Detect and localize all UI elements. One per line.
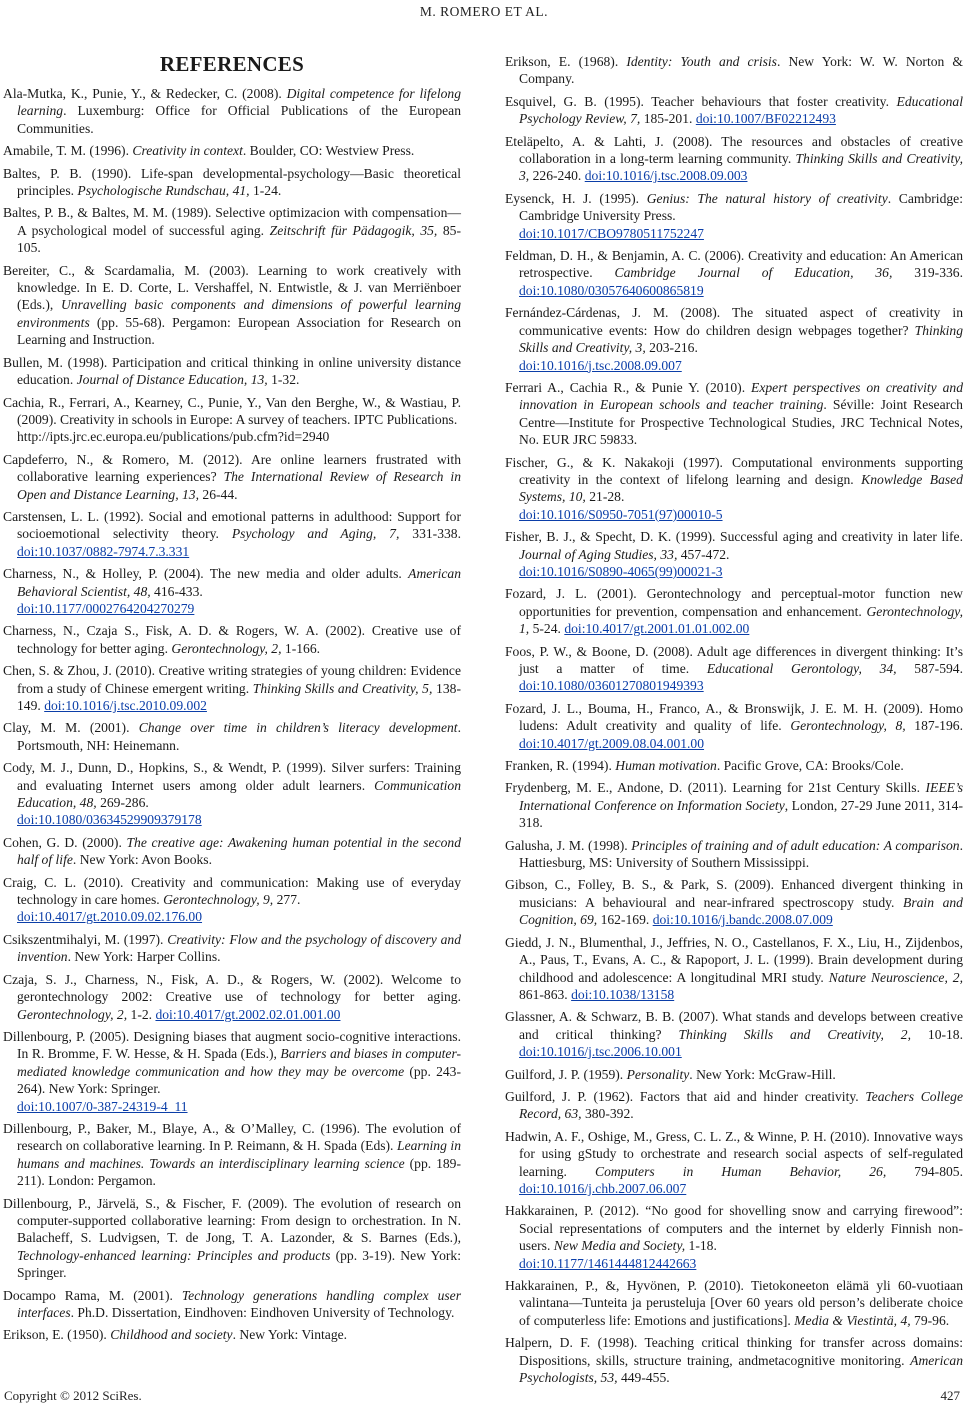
reference-entry: [505, 1008, 963, 1060]
reference-entry: [505, 585, 963, 637]
reference-list-left: [3, 85, 461, 1344]
reference-title: Educational Gerontology, 34,: [706, 661, 897, 676]
reference-entry: [505, 1277, 963, 1329]
reference-title: Digital competence for lifelong learning: [17, 86, 461, 119]
reference-details: 587-594.: [896, 661, 963, 676]
reference-title: Thinking Skills and Creativity, 2,: [678, 1026, 911, 1042]
reference-entry: [505, 454, 963, 524]
doi-link[interactable]: doi:10.4017/gt.2002.02.01.001.00: [155, 1006, 341, 1022]
reference-title: Identity: Youth and crisis: [626, 54, 777, 69]
reference-details: (pp. 243-264). New York: Springer.: [17, 1063, 462, 1097]
doi-link[interactable]: doi:10.1080/03634529909379178: [17, 812, 202, 828]
reference-details: . New York: Vintage.: [232, 1327, 348, 1343]
reference-entry: [505, 379, 963, 449]
reference-entry: [3, 165, 461, 200]
reference-details: 1-2.: [127, 1006, 156, 1022]
reference-title: Childhood and society: [110, 1327, 233, 1343]
reference-title: Thinking Skills and Creativity, 3,: [519, 151, 963, 184]
reference-text: Ferrari A., Cachia R., & Punie Y. (2010).: [505, 379, 752, 395]
reference-title: Gerontechnology, 9,: [163, 892, 274, 908]
reference-entry: [3, 874, 461, 926]
reference-entry: [505, 1202, 963, 1272]
reference-text: Fisher, B. J., & Specht, D. K. (1999). Successful aging and creativity in later life.: [505, 529, 963, 545]
reference-details: (pp. 189-211). London: Pergamon.: [17, 1155, 462, 1189]
reference-text: Dillenbourg, P. (2005). Designing biases that augment socio-cognitive interactions. In R. Bromme, F. W. Hesse, & H. Spada (Eds.),: [3, 1028, 461, 1062]
reference-title: Journal of Distance Education, 13,: [76, 372, 268, 388]
reference-entry: [3, 1120, 461, 1190]
reference-title: American Psychologists, 53,: [519, 1352, 963, 1386]
reference-title: Nature Neuroscience, 2,: [828, 969, 963, 985]
doi-link[interactable]: doi:10.1080/03057640600865819: [519, 282, 704, 298]
reference-text: Feldman, D. H., & Benjamin, A. C. (2006). Creativity and education: An American retrospective.: [505, 248, 963, 281]
reference-title: Thinking Skills and Creativity, 5,: [252, 680, 433, 696]
reference-entry: [505, 304, 963, 374]
reference-text: Eysenck, H. J. (1995).: [505, 190, 647, 206]
reference-entry: [505, 757, 963, 774]
reference-entry: [505, 700, 963, 752]
reference-title: Creativity: Flow and the psychology of discovery and invention: [17, 931, 461, 965]
reference-details: 21-28.: [585, 489, 625, 505]
reference-text: Ala-Mutka, K., Punie, Y., & Redecker, C. (2008).: [3, 86, 287, 101]
reference-text: Czaja, S. J., Charness, N., Fisk, A. D., & Rogers, W. (2002). Welcome to gerontechnology 2002: Creative use of technology for better aging.: [3, 971, 461, 1005]
reference-title: New Media and Society,: [553, 1238, 686, 1254]
doi-link[interactable]: doi:10.1016/j.tsc.2006.10.001: [519, 1044, 682, 1060]
reference-entry: [3, 971, 461, 1023]
reference-details: , London, 27-29 June 2011, 314-318.: [519, 797, 963, 831]
reference-title: Media & Viestintä, 4,: [794, 1312, 911, 1328]
reference-entry: [505, 1088, 963, 1123]
reference-title: Cambridge Journal of Education, 36,: [614, 265, 893, 281]
reference-title: Gerontechnology, 8,: [790, 718, 906, 734]
copyright-notice: Copyright © 2012 SciRes.: [4, 1388, 142, 1403]
reference-details: . Pacific Grove, CA: Brooks/Cole.: [716, 758, 904, 774]
reference-entry: [3, 1326, 461, 1343]
reference-entry: [505, 876, 963, 928]
reference-text: Bullen, M. (1998). Participation and critical thinking in online university distance education.: [3, 354, 461, 388]
reference-entry: [3, 1195, 461, 1282]
reference-details: . New York: McGraw-Hill.: [689, 1066, 836, 1082]
reference-text: Amabile, T. M. (1996).: [3, 143, 133, 159]
reference-title: Computers in Human Behavior, 26,: [595, 1163, 887, 1179]
reference-entry: [3, 508, 461, 560]
reference-details: . Portsmouth, NH: Heinemann.: [17, 720, 461, 753]
reference-text: Cachia, R., Ferrari, A., Kearney, C., Punie, Y., Van den Berghe, W., & Wastiau, P. (2009). Creativity in schools in Europe: A survey of teachers. IPTC Publications.: [3, 394, 461, 427]
reference-details: . Boulder, CO: Westview Press.: [242, 143, 415, 159]
reference-url: http://ipts.jrc.ec.europa.eu/publications/pub.cfm?id=2940: [17, 429, 330, 445]
reference-title: Barriers and biases in computer-mediated knowledge communication and how they may be overcome: [17, 1046, 461, 1079]
reference-entry: [505, 93, 963, 128]
doi-link[interactable]: doi:10.1016/j.bandc.2008.07.009: [652, 912, 833, 928]
reference-entry: [505, 779, 963, 831]
reference-text: Fischer, G., & K. Nakakoji (1997). Computational environments supporting creativity in the context of lifelong learning and design.: [505, 454, 963, 487]
doi-link[interactable]: doi:10.1177/1461444812442663: [519, 1255, 697, 1271]
reference-details: . New York: Avon Books.: [72, 852, 212, 868]
reference-text: Erikson, E. (1968).: [505, 54, 627, 69]
reference-entry: [505, 1066, 963, 1083]
reference-text: Hakkarainen, P., &, Hyvönen, P. (2010). Tietokoneeton elämä yli 60-vuotiaan valintana—Tunteita ja perusteluja [Over 60 years old person’s deliberate choice of computerless life: Emotions and justifications].: [505, 1278, 963, 1328]
reference-details: 457-472.: [677, 546, 730, 562]
reference-details: 861-863.: [519, 986, 572, 1002]
reference-entry: [505, 837, 963, 872]
reference-details: 277.: [273, 892, 301, 908]
reference-text: Fernández-Cárdenas, J. M. (2008). The situated aspect of creativity in communicative events: How do children design webpages together?: [505, 305, 963, 338]
reference-entry: [3, 931, 461, 966]
reference-entry: [3, 142, 461, 159]
reference-details: 380-392.: [581, 1106, 634, 1122]
reference-details: . New York: W. W. Norton & Company.: [519, 54, 963, 87]
reference-details: 187-196.: [905, 718, 963, 734]
doi-link[interactable]: doi:10.1016/j.tsc.2008.09.003: [584, 168, 748, 184]
reference-details: 10-18.: [910, 1026, 964, 1042]
reference-entry: [505, 133, 963, 185]
reference-details: 203-216.: [645, 340, 698, 356]
right-column: [505, 53, 963, 1391]
reference-title: Gerontechnology, 2,: [171, 640, 282, 656]
reference-entry: [3, 204, 461, 256]
reference-entry: [3, 1287, 461, 1322]
doi-link[interactable]: doi:10.1007/BF02212493: [695, 111, 836, 127]
reference-entry: [3, 451, 461, 503]
reference-entry: [505, 1334, 963, 1386]
reference-entry: [505, 53, 963, 88]
doi-link[interactable]: doi:10.1037/0882-7974.7.3.331: [17, 543, 190, 559]
reference-title: Knowledge Based Systems, 10,: [519, 471, 963, 505]
reference-entry: [3, 719, 461, 754]
reference-details: 319-336.: [892, 265, 963, 281]
reference-entry: [505, 247, 963, 299]
reference-text: Bereiter, C., & Scardamalia, M. (2003). Learning to work creatively with knowledge. In E. D. Corte, L. Vershaffel, N. Entwistle, & J. van Merriënboer (Eds.),: [3, 262, 461, 313]
doi-link[interactable]: doi:10.1177/0002764204270279: [17, 600, 195, 616]
reference-title: Unravelling basic components and dimensions of powerful learning environments: [17, 297, 461, 330]
reference-text: Charness, N., Czaja S., Fisk, A. D. & Rogers, W. A. (2002). Creative use of technology for better aging.: [3, 623, 461, 656]
reference-text: Guilford, J. P. (1962). Factors that aid and hinder creativity.: [505, 1088, 866, 1104]
reference-details: 1-18.: [685, 1238, 717, 1254]
reference-list-right: [505, 53, 963, 1386]
reference-entry: [3, 565, 461, 617]
reference-title: Thinking Skills and Creativity, 3,: [519, 322, 963, 356]
reference-text: Galusha, J. M. (1998).: [505, 837, 632, 853]
reference-text: Fozard, J. L., Bouma, H., Franco, A., & Bronswijk, J. E. M. H. (2009). Homo ludens: Adult creativity and quality of life.: [505, 700, 963, 734]
reference-text: Chen, S. & Zhou, J. (2010). Creative writing strategies of young children: Evidence from a study of Chinese emergent writing.: [3, 663, 461, 696]
reference-title: IEEE’s International Conference on Information Society: [519, 780, 963, 813]
reference-text: Baltes, P. B. (1990). Life-span developmental-psychology—Basic theoretical principles.: [3, 165, 461, 199]
doi-link[interactable]: doi:10.1017/CBO9780511752247: [519, 225, 704, 241]
reference-text: Baltes, P. B., & Baltes, M. M. (1989). Selective optimizacion with compensation—A psychological model of successful aging.: [3, 205, 461, 238]
reference-details: 331-338.: [399, 526, 461, 542]
left-column: [3, 52, 461, 1349]
reference-title: Genius: The natural history of creativity: [646, 190, 888, 206]
reference-title: Teachers College Record, 63,: [519, 1088, 963, 1122]
reference-details: . Séville: Joint Research Centre—Institute for Prospective Technological Studies, JRC Technical Notes, No. EUR JRC 59833.: [519, 397, 963, 448]
reference-text: Carstensen, L. L. (1992). Social and emotional patterns in adulthood: Support for socioemotional selectivity theory.: [3, 508, 461, 542]
reference-title: Expert perspectives on creativity and innovation in European schools and teacher training: [519, 379, 963, 413]
reference-title: Technology-enhanced learning: Principles and products: [17, 1247, 331, 1263]
reference-title: American Behavioral Scientist, 48,: [17, 566, 461, 599]
reference-title: Principles of training and of adult education: A comparison: [631, 837, 960, 853]
reference-details: 449-455.: [617, 1370, 670, 1386]
reference-entry: [3, 85, 461, 137]
reference-text: Giedd, J. N., Blumenthal, J., Jeffries, N. O., Castellanos, F. X., Liu, H., Zijdenbos, A., Paus, T., Evans, A. C., & Rapoport, J. L. (1999). Brain development during childhood and adolescence: A longitudinal MRI study.: [505, 934, 963, 985]
reference-details: 226-240.: [529, 168, 585, 184]
reference-details: 269-286.: [96, 795, 149, 811]
reference-details: 79-96.: [910, 1312, 950, 1328]
reference-entry: [3, 394, 461, 446]
reference-title: Change over time in children’s literacy development: [138, 720, 458, 736]
reference-title: Psychologische Rundschau, 41,: [77, 183, 250, 199]
reference-text: Eteläpelto, A. & Lahti, J. (2008). The resources and obstacles of creative collaboration in a long-term learning community.: [505, 133, 963, 167]
reference-text: Frydenberg, M. E., Andone, D. (2011). Learning for 21st Century Skills.: [505, 780, 926, 796]
reference-title: Technology generations handling complex user interfaces: [17, 1287, 461, 1320]
reference-details: 416-433.: [150, 583, 203, 599]
reference-text: Capdeferro, N., & Romero, M. (2012). Are online learners frustrated with collaborative learning experiences?: [3, 451, 461, 485]
reference-title: Gerontechnology, 2,: [17, 1006, 128, 1022]
doi-link[interactable]: doi:10.1007/0-387-24319-4_11: [17, 1098, 188, 1114]
reference-entry: [3, 262, 461, 349]
reference-entry: [505, 528, 963, 580]
reference-title: The International Review of Research in Open and Distance Learning, 13,: [17, 469, 462, 502]
reference-details: 162-169.: [597, 912, 653, 928]
reference-text: Gibson, C., Folley, B. S., & Park, S. (2009). Enhanced divergent thinking in musicians: A behavioural and near-infrared spectroscopy study.: [505, 877, 963, 910]
doi-link[interactable]: doi:10.1016/S0890-4065(99)00021-3: [519, 563, 723, 579]
reference-entry: [505, 643, 963, 695]
doi-link[interactable]: doi:10.1016/j.tsc.2010.09.002: [44, 698, 207, 713]
page-number: 427: [940, 1388, 960, 1403]
reference-text: Glassner, A. & Schwarz, B. B. (2007). What stands and develops between creative and critical thinking?: [505, 1009, 963, 1042]
reference-text: Cohen, G. D. (2000).: [3, 834, 127, 850]
doi-link[interactable]: doi:10.1016/j.tsc.2008.09.007: [519, 357, 682, 373]
doi-link[interactable]: doi:10.4017/gt.2010.09.02.176.00: [17, 909, 203, 925]
reference-title: Human motivation: [615, 758, 717, 774]
reference-text: Franken, R. (1994).: [505, 758, 616, 774]
reference-details: 1-32.: [267, 372, 300, 388]
reference-title: The creative age: Awakening human potential in the second half of life: [17, 834, 461, 868]
reference-text: Halpern, D. F. (1998). Teaching critical thinking for transfer across domains: Dispositions, skills, structure training, andmetacognitive monitoring.: [505, 1335, 963, 1368]
doi-link[interactable]: doi:10.4017/gt.2009.08.04.001.00: [519, 735, 705, 751]
reference-text: Docampo Rama, M. (2001).: [3, 1287, 182, 1303]
reference-text: Craig, C. L. (2010). Creativity and communication: Making use of everyday technology in care homes.: [3, 874, 461, 908]
reference-entry: [3, 759, 461, 829]
reference-text: Erikson, E. (1950).: [3, 1327, 111, 1343]
reference-details: 1-24.: [249, 183, 282, 199]
reference-details: 794-805.: [886, 1163, 963, 1179]
reference-title: Educational Psychology Review, 7,: [519, 93, 963, 127]
reference-text: Hadwin, A. F., Oshige, M., Gress, C. L. Z., & Winne, P. H. (2010). Innovative ways for using gStudy to orchestrate and research social aspects of self-regulated learning.: [505, 1128, 963, 1179]
reference-details: . Hattiesburg, MS: University of Southern Mississippi.: [519, 837, 963, 871]
reference-text: Charness, N., & Holley, P. (2004). The new media and older adults.: [3, 566, 409, 582]
reference-text: Fozard, J. L. (2001). Gerontechnology and perceptual-motor function new opportunities for prevention, compensation and enhancement.: [505, 586, 963, 619]
reference-details: . Ph.D. Dissertation, Eindhoven: Eindhoven University of Technology.: [70, 1305, 455, 1320]
reference-details: (pp. 3-19). New York: Springer.: [17, 1247, 461, 1281]
reference-title: Communication Education, 48,: [17, 777, 461, 811]
reference-details: 26-44.: [199, 486, 238, 502]
doi-link[interactable]: doi:10.1016/j.chb.2007.06.007: [519, 1180, 687, 1196]
reference-text: Hakkarainen, P. (2012). “No good for shovelling snow and carrying firewood”: Social representations of computers and the internet by elderly Finnish non-users.: [505, 1203, 963, 1254]
reference-text: Foos, P. W., & Boone, D. (2008). Adult age differences in divergent thinking: It’s just a matter of time.: [505, 643, 963, 676]
reference-details: . Cambridge: Cambridge University Press.: [519, 190, 963, 224]
reference-entry: [3, 662, 461, 714]
doi-link[interactable]: doi:10.4017/gt.2001.01.01.002.00: [564, 621, 750, 637]
reference-title: Zeitschrift für Pädagogik, 35,: [269, 222, 438, 238]
reference-text: Dillenbourg, P., Baker, M., Blaye, A., & O’Malley, C. (1996). The evolution of research on collaborative learning. In P. Reimann, & H. Spada (Eds).: [3, 1120, 461, 1154]
reference-entry: [3, 354, 461, 389]
reference-title: Journal of Aging Studies, 33,: [519, 546, 678, 562]
reference-title: Learning in humans and machines. Towards an interdisciplinary learning science: [17, 1138, 461, 1171]
doi-link[interactable]: doi:10.1038/13158: [571, 986, 675, 1002]
reference-details: 85-105.: [17, 222, 461, 256]
reference-entry: [505, 1128, 963, 1198]
reference-text: Cody, M. J., Dunn, D., Hopkins, S., & Wendt, P. (1999). Silver surfers: Training and evaluating Internet users among older adult learners.: [3, 760, 461, 793]
reference-text: Esquivel, G. B. (1995). Teacher behaviours that foster creativity.: [505, 93, 897, 109]
doi-link[interactable]: doi:10.1080/03601270801949393: [519, 678, 704, 694]
references-heading: REFERENCES: [159, 52, 305, 76]
reference-text: Dillenbourg, P., Järvelä, S., & Fischer, F. (2009). The evolution of research on computer-supported collaborative learning: From design to orchestration. In N. Balacheff, S. Ludvigsen, T. de Jong, T. A. Lazonder, & S. Barnes (Eds.),: [3, 1195, 461, 1246]
reference-entry: [3, 834, 461, 869]
doi-link[interactable]: doi:10.1016/S0950-7051(97)00010-5: [519, 506, 723, 522]
reference-text: Guilford, J. P. (1959).: [505, 1066, 627, 1082]
reference-entry: [3, 1028, 461, 1115]
reference-title: Gerontechnology, 1,: [519, 603, 963, 637]
reference-title: Creativity in context: [132, 143, 243, 159]
reference-entry: [3, 622, 461, 657]
reference-details: . New York: Harper Collins.: [67, 949, 221, 965]
reference-title: Psychology and Aging, 7,: [231, 526, 400, 542]
reference-details: . Luxemburg: Office for Official Publications of the European Communities.: [17, 103, 461, 136]
reference-details: 185-201.: [640, 111, 696, 127]
reference-entry: [505, 934, 963, 1004]
reference-title: Personality: [626, 1066, 690, 1082]
reference-details: 5-24.: [529, 621, 565, 637]
reference-text: Csikszentmihalyi, M. (1997).: [3, 931, 168, 947]
running-header: M. ROMERO ET AL.: [419, 4, 549, 19]
reference-text: Clay, M. M. (2001).: [3, 720, 139, 736]
reference-title: Brain and Cognition, 69,: [519, 894, 963, 928]
reference-entry: [505, 190, 963, 242]
reference-details: 1-166.: [281, 640, 321, 656]
reference-details: 138-149.: [17, 680, 461, 713]
reference-details: (pp. 55-68). Pergamon: European Association for Research on Learning and Instruction.: [17, 314, 461, 348]
